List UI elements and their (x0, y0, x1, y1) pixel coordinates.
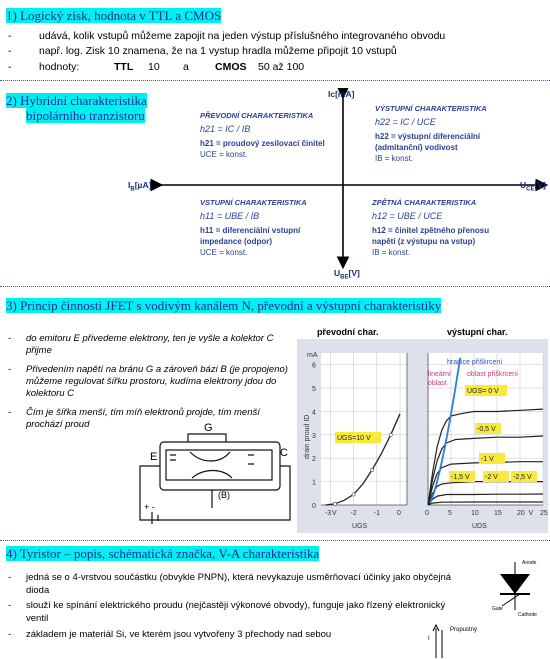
va-label: Propustný (450, 627, 478, 633)
y-tick-label: 6 (312, 362, 316, 370)
sketch-e: E (150, 451, 158, 463)
x-tick-label-transfer: -2 (350, 510, 357, 517)
x-tick-label-output: 20 (517, 510, 525, 517)
jfet-sketch (130, 420, 300, 532)
vgs-tag-label: -2,5 V (513, 474, 532, 481)
axis-label-ic: Ic[mA] (328, 89, 355, 99)
section-2-title: 2) Hybridní charakteristika bipolárního tranzistoru (6, 93, 147, 123)
quadrant-input: VSTUPNÍ CHARAKTERISTIKA h11 = UBE / IB h11 = diferenciální vstupní impedance (odpor) UCE = konst. (200, 198, 307, 257)
linear-label-2: oblast (428, 380, 447, 387)
chart-title-output: výstupní char. (447, 327, 508, 337)
divider-2 (0, 286, 550, 287)
x-axis-label-transfer: UGS (352, 523, 368, 530)
transfer-point (389, 433, 392, 436)
y-unit-label: mA (307, 352, 318, 359)
x-tick-label-output: 10 (471, 510, 479, 517)
x-tick-label-transfer: V (331, 510, 337, 517)
jfet-charts (297, 339, 548, 533)
x-tick-label-output: V (528, 510, 534, 517)
quadrant-feedback: ZPĚTNÁ CHARAKTERISTIKA h12 = UBE / UCE h12 = činitel zpětného přenosu napětí (z výstupu na vstup) IB = konst. (372, 198, 490, 257)
ttl-label: TTL (114, 61, 134, 73)
sketch-c: C (280, 447, 288, 459)
y-tick-label: 1 (312, 479, 316, 487)
x-tick-label-output: 15 (494, 510, 502, 517)
va-axis-label: I (428, 636, 430, 642)
sketch-pm: + - (144, 502, 155, 512)
thyristor-symbol-icon (488, 556, 550, 620)
divider-1 (0, 80, 550, 81)
cathode-label: Cathode (518, 612, 537, 618)
axis-label-ube: $U_{BE}[V]$ (334, 268, 360, 281)
ttl-value: 10 (148, 61, 160, 73)
transfer-point (352, 493, 355, 496)
vgs-tag-label: -0,5 V (477, 426, 496, 433)
y-tick-label: 4 (312, 409, 316, 417)
x-tick-label-output: 25 (540, 510, 548, 517)
ugs10-label: UGS=10 V (337, 435, 371, 442)
transfer-point (371, 468, 374, 471)
axis-label-ib: $I_B[\mu A]$ (128, 180, 152, 193)
y-tick-label: 0 (312, 503, 316, 510)
x-tick-label-transfer: -3 (324, 510, 332, 517)
ugs0-label: UGS= 0 V (467, 388, 499, 395)
boundary-label: hranice přiškrcení (447, 359, 503, 366)
quadrant-output: VÝSTUPNÍ CHARAKTERISTIKA h22 = IC / UCE h22 = výstupní diferenciální (admitanční) vodivost IB = konst. (375, 104, 487, 163)
gate-label: Gate (492, 606, 503, 612)
section-1-title: 1) Logický zisk, hodnota v TTL a CMOS (6, 8, 222, 23)
vgs-tag-label: -1,5 V (451, 474, 470, 481)
section-3-title: 3) Princip činnosti JFET s vodivým kanálem N, převodní a výstupní charakteristiky (6, 298, 442, 313)
y-tick-label: 5 (312, 386, 316, 394)
conj: a (183, 61, 189, 73)
y-axis-label: drain proud ID (304, 414, 311, 459)
anode-label: Anode (522, 560, 537, 566)
cmos-value: 50 až 100 (258, 61, 305, 73)
x-tick-label-transfer: -1 (373, 510, 381, 517)
x-tick-label-output: 0 (425, 510, 429, 517)
transfer-point (333, 502, 336, 505)
linear-label-1: lineární (428, 371, 451, 378)
vgs-tag-label: -1 V (481, 456, 494, 463)
quadrant-transfer: PŘEVODNÍ CHARAKTERISTIKA h21 = IC / IB h21 = proudový zesilovací činitel UCE = konst. (200, 111, 325, 159)
divider-3 (0, 540, 550, 541)
cmos-label: CMOS (215, 61, 247, 73)
sketch-b: (B) (218, 490, 230, 500)
sketch-g: G (204, 422, 213, 434)
axis-label-uce: $U_{CE}[V]$ (520, 180, 546, 193)
section-4-title: 4) Tyristor – popis, schématická značka, V-A charakteristika (6, 546, 320, 561)
x-tick-label-output: 5 (448, 510, 452, 517)
chart-title-transfer: převodní char. (317, 327, 379, 337)
x-axis-label-output: UDS (472, 523, 487, 530)
values-label: hodnoty: (39, 61, 80, 73)
pinch-label: oblast přiškrcení (467, 371, 518, 378)
x-tick-label-transfer: 0 (397, 510, 401, 517)
y-tick-label: 2 (312, 456, 316, 464)
va-char-snippet (428, 620, 508, 659)
vgs-tag-label: -2 V (485, 474, 498, 481)
y-tick-label: 3 (312, 432, 316, 440)
